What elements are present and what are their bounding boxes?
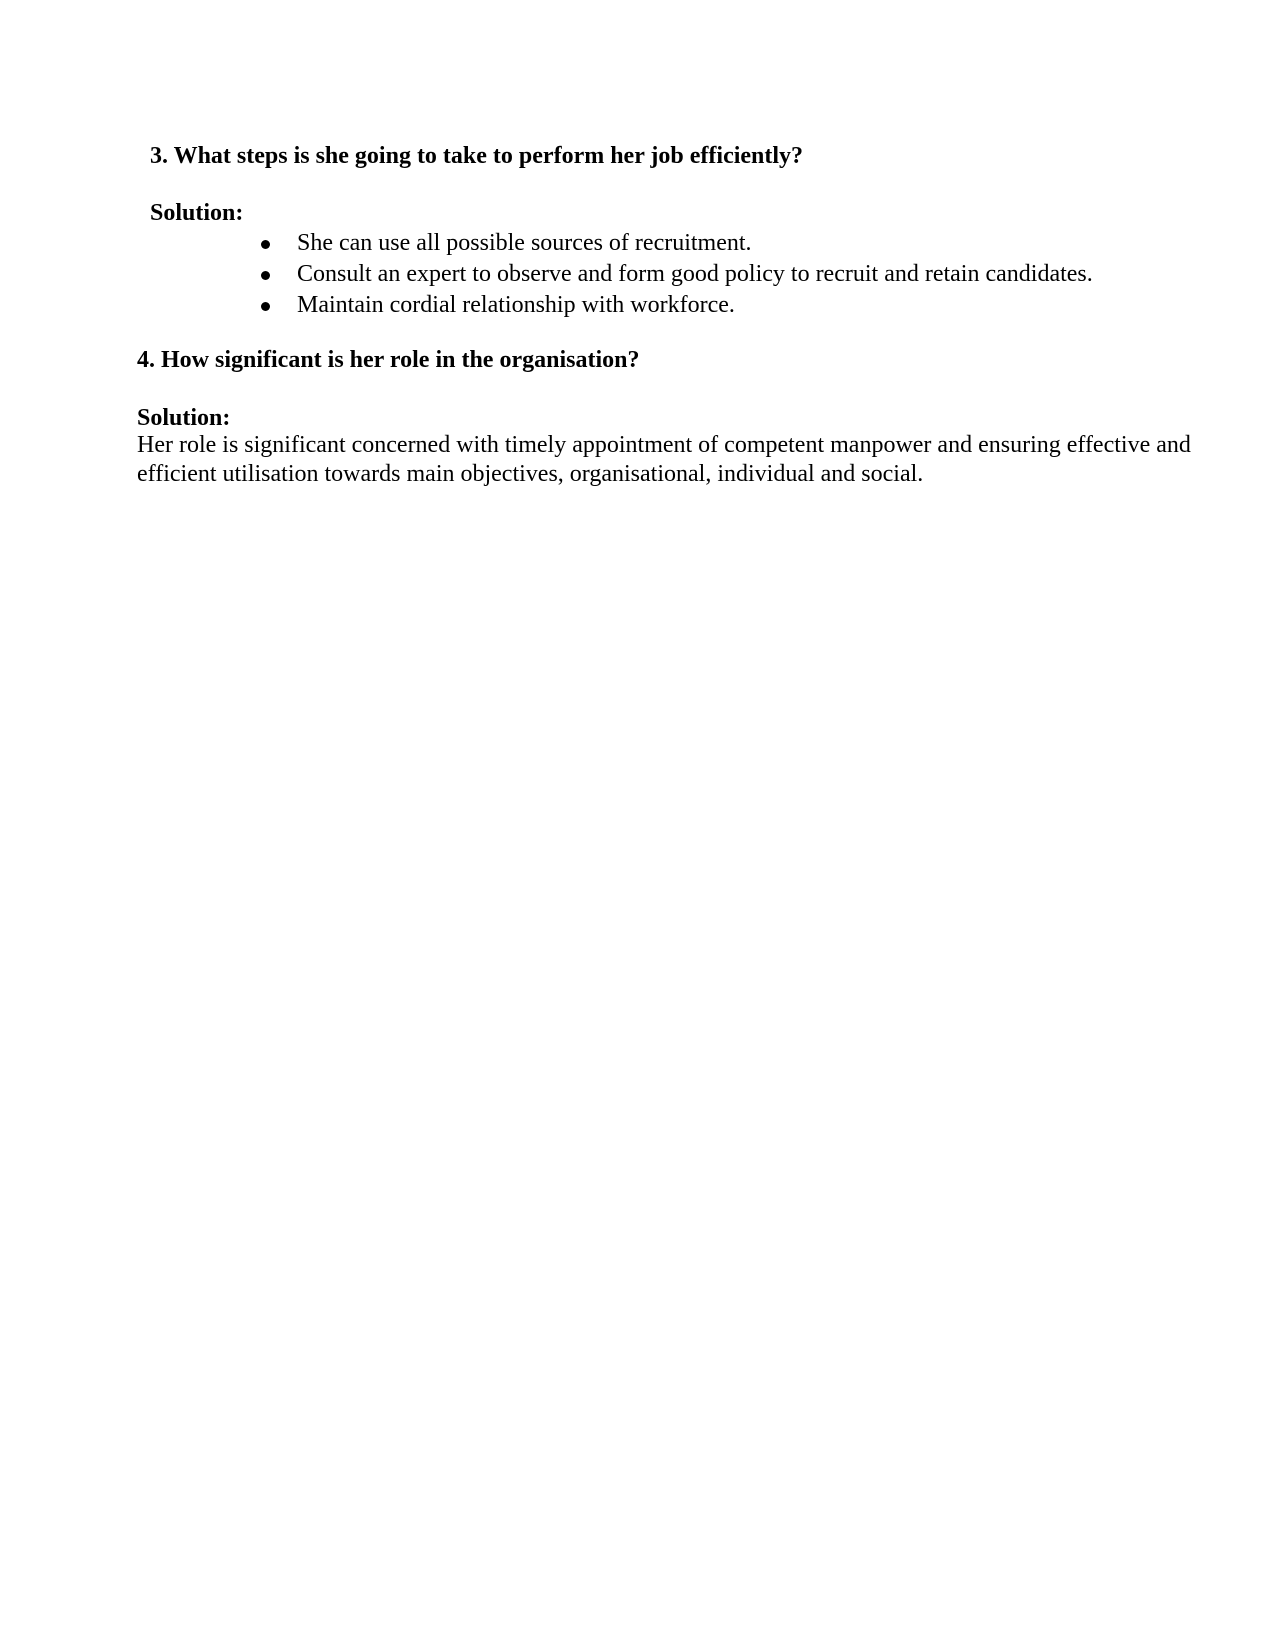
bullet-icon [261, 271, 270, 280]
bullet-icon [261, 302, 270, 311]
question-3-heading: 3. What steps is she going to take to perform her job efficiently? [150, 143, 804, 169]
solution-3-bullet-list [261, 228, 1093, 321]
solution-3-label: Solution: [150, 200, 244, 226]
bullet-text: She can use all possible sources of recruitment. [297, 230, 752, 256]
bullet-item [261, 290, 1093, 321]
bullet-text: Maintain cordial relationship with workforce. [297, 292, 735, 318]
question-4-heading: 4. How significant is her role in the organisation? [137, 347, 640, 373]
bullet-icon [261, 240, 270, 249]
solution-4-label: Solution: [137, 405, 231, 431]
bullet-item [261, 228, 1093, 259]
bullet-text: Consult an expert to observe and form good policy to recruit and retain candidates. [297, 261, 1093, 287]
solution-4-paragraph: Her role is significant concerned with timely appointment of competent manpower and ensuring effective and efficient utilisation towards main objectives, organisational, individual and social. [137, 432, 1191, 487]
bullet-item [261, 259, 1093, 290]
